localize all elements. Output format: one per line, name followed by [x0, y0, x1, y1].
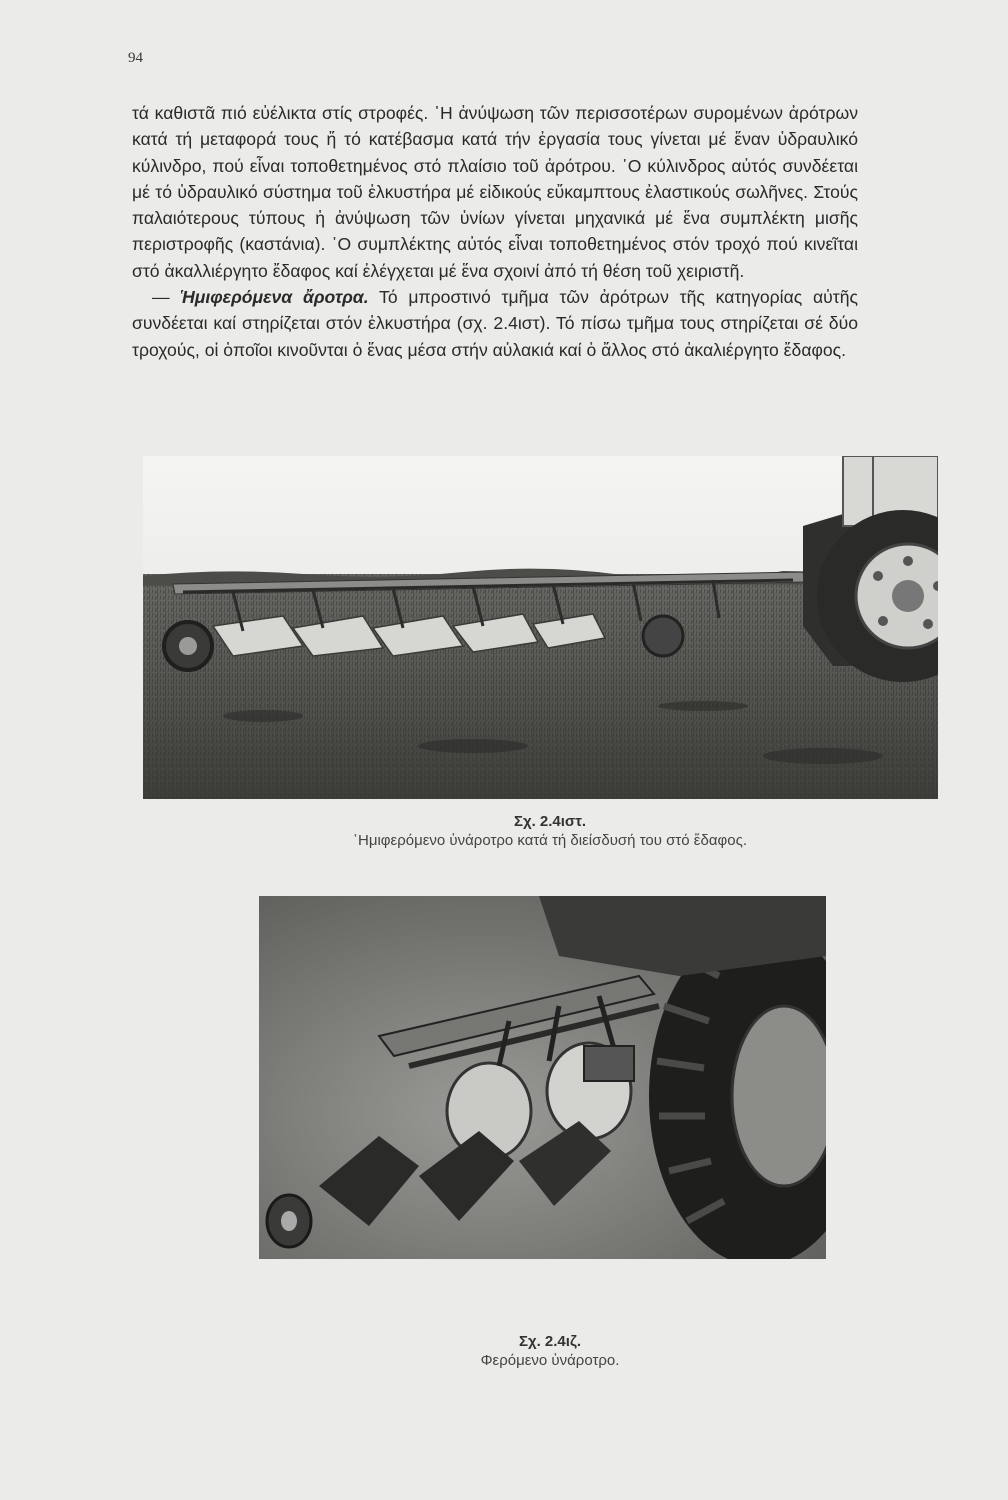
paragraph-1: τά καθιστᾶ πιό εὐέλικτα στίς στροφές. ῾Η ἀνύψωση τῶν περισσοτέρων συρομένων ἀρότρων κατά τή μεταφορά τους ἤ τό κατέβασμα κατά τήν ἐργασία τους γίνεται μέ ἕναν ὑδραυλικό κύλινδρο, πού εἶναι τοποθετημένος στό πλαίσιο τοῦ ἀρότρου. ῾Ο κύλινδρος αὐτός συνδέεται μέ τό ὑδραυλικό σύστημα τοῦ ἑλκυστήρα μέ εἰδικούς εὔκαμπτους ἐλαστικούς σωλῆνες. Στούς παλαιότερους τύπους ἡ ἀνύψωση τῶν ὑνίων γίνεται μηχανικά μέ ἕνα συμπλέκτη μισῆς περιστροφῆς (καστάνια). ῾Ο συμπλέκτης αὐτός εἶναι τοποθετημένος στόν τροχό πού κινεῖται στό ἀκαλλιέργητο ἔδαφος καί ἐλέγχεται μέ ἕνα σχοινί ἀπό τή θέση τοῦ χειριστῆ.: [132, 103, 858, 281]
figure-1-caption: [30, 813, 1008, 849]
figure-1-text: ῾Ημιφερόμενο ὑνάροτρο κατά τή διείσδυσή του στό ἔδαφος.: [353, 832, 747, 849]
page-number: 94: [128, 50, 143, 66]
section-dash: —: [152, 287, 181, 308]
paragraph-section: [132, 284, 858, 363]
figure-2-number: Σχ. 2.4ιζ.: [518, 1333, 582, 1350]
figure-2-text: Φερόμενο ὑνάροτρο.: [480, 1352, 620, 1369]
body-text: [132, 100, 858, 363]
figure-mounted-plough-photo: [259, 896, 826, 1259]
section-term: Ἡμιφερόμενα ἄροτρα.: [180, 287, 369, 308]
section-text: Τό μπροστινό τμῆμα τῶν ἀρότρων τῆς κατηγορίας αὐτῆς συνδέεται καί στηρίζεται στόν ἑλκυστήρα (σχ. 2.4ιστ). Τό πίσω τμῆμα τους στηρίζεται σέ δύο τροχούς, οἱ ὁποῖοι κινοῦνται ὁ ἕνας μέσα στήν αὐλακιά καί ὁ ἄλλος στό ἀκαλιέργητο ἔδαφος.: [132, 287, 859, 360]
figure-semi-mounted-plough-photo: [143, 456, 938, 799]
figure-2-caption: [30, 1333, 1008, 1369]
figure-1-number: Σχ. 2.4ιστ.: [513, 813, 587, 830]
